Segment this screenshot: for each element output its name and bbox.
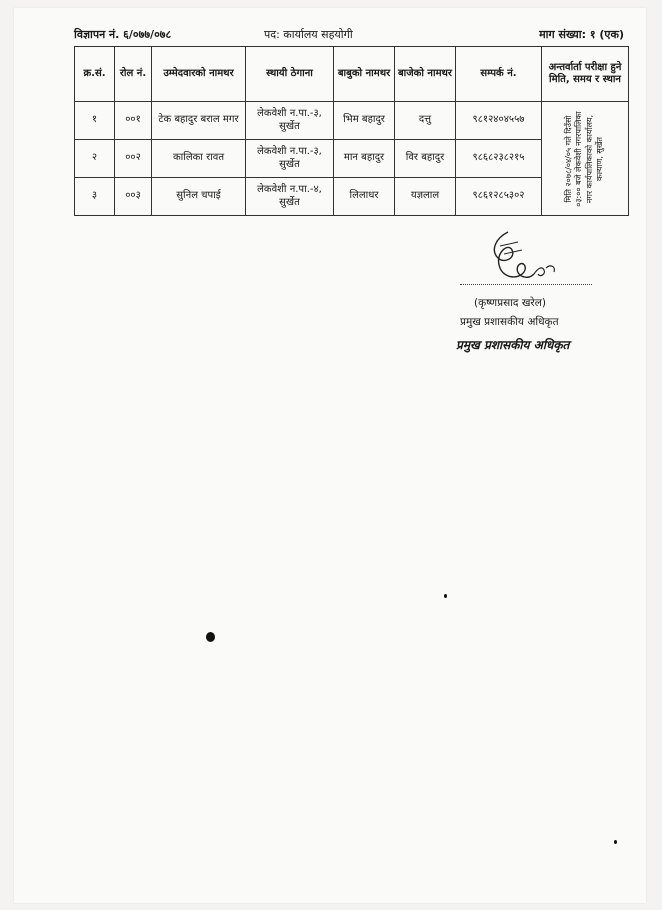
cell-address: लेकवेशी न.पा.-३, सुर्खेत	[246, 102, 334, 140]
interview-info-text: मिति २०७८/०४/०५ गते दिउँसो ०३:०० बजे लेकवेशी नगरपालिका नगर कार्यपालिकाको कार्यालय, कल्याण, सुर्खेत	[564, 110, 605, 207]
col-header-roll: रोल नं.	[115, 47, 152, 102]
cell-contact: ९८६१२८५३०२	[456, 178, 542, 216]
signatory-name: (कृष्णप्रसाद खरेल)	[474, 297, 546, 309]
table-row	[75, 102, 629, 140]
demand-count: माग संख्या: १ (एक)	[539, 28, 624, 41]
col-header-grandfather: बाजेको नामथर	[395, 47, 456, 102]
cell-name: टेक बहादुर बराल मगर	[152, 102, 246, 140]
cell-father: लिलाधर	[334, 178, 395, 216]
cell-sn: २	[75, 140, 115, 178]
cell-address: लेकवेशी न.पा.-४, सुर्खेत	[246, 178, 334, 216]
cell-contact: ९८६८२३८२१५	[456, 140, 542, 178]
official-stamp: प्रमुख प्रशासकीय अधिकृत	[456, 338, 570, 352]
col-header-sn: क्र.सं.	[75, 47, 115, 102]
ink-speck	[614, 840, 617, 844]
post-title: पद: कार्यालय सहयोगी	[264, 28, 353, 41]
cell-sn: १	[75, 102, 115, 140]
cell-name: सुनिल चपाई	[152, 178, 246, 216]
col-header-father: बाबुको नामथर	[334, 47, 395, 102]
col-header-address: स्थायी ठेगाना	[246, 47, 334, 102]
document-header	[74, 27, 624, 45]
ink-spot	[206, 632, 215, 642]
handwritten-signature	[478, 228, 564, 288]
cell-father: भिम बहादुर	[334, 102, 395, 140]
cell-roll: ००२	[115, 140, 152, 178]
cell-father: मान बहादुर	[334, 140, 395, 178]
cell-sn: ३	[75, 178, 115, 216]
col-header-contact: सम्पर्क नं.	[456, 47, 542, 102]
ink-speck	[444, 594, 447, 598]
table-header-row	[75, 47, 629, 102]
signatory-title: प्रमुख प्रशासकीय अधिकृत	[460, 316, 559, 328]
candidates-table	[74, 46, 629, 216]
advertisement-number: विज्ञापन नं. ६/०७७/०७८	[74, 28, 172, 41]
cell-grandfather: दत्तु	[395, 102, 456, 140]
col-header-interview: अन्तर्वार्ता परीक्षा हुने मिति, समय र स्थान	[542, 47, 629, 102]
cell-grandfather: विर बहादुर	[395, 140, 456, 178]
signature-line	[460, 284, 592, 285]
col-header-name: उम्मेदवारको नामथर	[152, 47, 246, 102]
cell-grandfather: यज्ञलाल	[395, 178, 456, 216]
cell-roll: ००३	[115, 178, 152, 216]
cell-interview-info	[542, 102, 629, 216]
cell-contact: ९८१२४०४५५७	[456, 102, 542, 140]
cell-name: कालिका रावत	[152, 140, 246, 178]
cell-roll: ००१	[115, 102, 152, 140]
cell-address: लेकवेशी न.पा.-३, सुर्खेत	[246, 140, 334, 178]
